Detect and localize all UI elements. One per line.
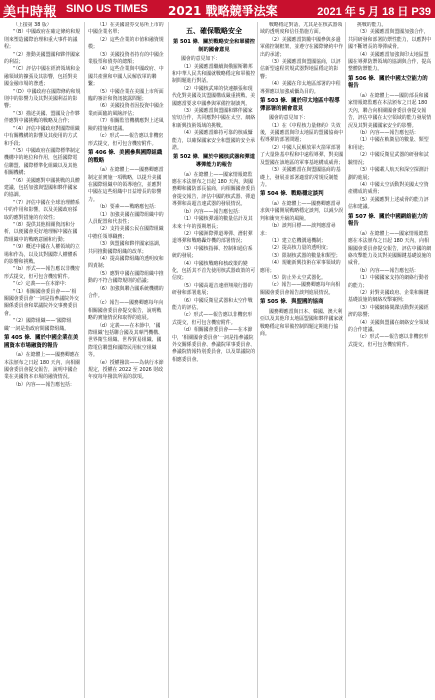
paragraph: （1）中國核彈頭的數量估計及其未來十年的預期增長； — [172, 216, 253, 230]
paragraph: “（1）相關國會委員會——‘相關國會委員會’一詞是指參議院外交關係委員會和眾議院外交事務委員會。 — [4, 288, 79, 317]
paragraph: （2）中國人民解放軍火箭軍部署了大量陸基中程和中遠程導彈，對美國及盟國在該地區的軍事基地構成威脅； — [260, 144, 344, 166]
paragraph: （c）報告——國務卿應每年向相關國會委員會提交報告，說明戰略的實施情況和取得的進展。 — [88, 300, 164, 322]
paragraph: （3）中國載人航天和深空探測計劃的進展； — [348, 167, 429, 181]
paragraph: （e）授權撥款——為執行本節規定，授權在 2022 至 2026 財政年度每年撥款所需的款項。 — [88, 359, 164, 381]
paragraph: （2）中國反衛星武器的研發和試驗情況； — [348, 152, 429, 166]
paragraph: （c）報告——國務卿應每年向相關國會委員會報告談判進展情況。 — [260, 282, 341, 296]
paragraph: （c）形式——報告應以非機密形式提交，但可包含機密附件。 — [172, 312, 253, 326]
paragraph: （2）提高核力量的透明度； — [269, 245, 331, 252]
paragraph: “（8）提供其他相關資訊和分析，以便國會更好地理解中國在國際組織中的戰略意圖和行動； — [4, 221, 78, 243]
paragraph: （2）支持美國公民在國際組織中擔任領導職務； — [88, 226, 164, 240]
paper-name-english: SINO US TIMES — [66, 3, 148, 15]
paragraph: （3）美國應當在與盟國協商的基礎上，發展並部署適當的常規反制能力。 — [260, 167, 341, 188]
paragraph: “（5）中國政府在國際標準制定機構中的地位和作用，包括國際電信聯盟、國際標準化組織以及其他相關機構； — [4, 147, 80, 177]
section-heading: 第 506 條．關於中國太空能力的報告 — [348, 75, 428, 90]
paragraph: （2）針對美國政府、企業和關鍵基礎設施的網絡攻擊案例； — [348, 289, 429, 304]
column-divider — [257, 22, 258, 698]
paragraph: （1）加強美國在國際組織中的人員配置和代表性； — [88, 211, 164, 225]
paragraph: 國務卿應當與日本、韓國、澳大利亞以及其他印太地區盟國和夥伴國家就戰略穩定和軍備控制問題定期進行協商。 — [260, 308, 344, 337]
paragraph: （7）相關監管機構應對上述風險的措施和建議。 — [88, 118, 164, 132]
article-column-4 — [260, 22, 344, 698]
paragraph: “（4）評估中國政府對國際組織中有關機構的影響及其使用的方式和手段； — [4, 125, 80, 147]
article-heading: 第 501 條．關於戰略安全和軍備控制的國會意見 — [173, 39, 255, 53]
paragraph: （a）在總體上——國務卿應當制定並實施一項戰略，以提升美國在國際組織中的領導地位，並應對中國在這些組織中日益增長的影響力。 — [88, 167, 164, 203]
paragraph: （b）內容——報告應包括： — [181, 208, 243, 215]
article-heading: 第 502 條．關於中國核武器和彈道導彈能力的報告 — [173, 154, 255, 169]
paragraph: （1）在美國證券交易所上市的中國企業名單； — [88, 22, 164, 36]
paragraph: （a）在總體上——國防部長和國家情報總監應在本法頒布之日起 180 天內，聯合向相關國會委員會提交報告，評估中國在太空領域的能力發展情況及其對美國國家安全的影響。 — [348, 93, 432, 129]
masthead — [0, 0, 435, 18]
paragraph: （2）這些企業的市值和融資規模； — [88, 36, 164, 51]
column-divider — [84, 22, 85, 698]
article-column-5 — [348, 22, 432, 698]
paragraph: （a）在總體上——國家情報總監應在本法頒布之日起 180 天內，與國務卿和國防部長協商，向相關國會委員會提交報告，評估中國的核武器、彈道導彈和高超音速武器的發展情況。 — [172, 171, 256, 208]
paragraph: （4）美國應當維持可靠的核威懾能力，以確保國家安全和盟國的安全承諾。 — [172, 130, 256, 152]
paragraph: （5）中國企業在美國上市所面臨的審計和資訊披露問題； — [88, 88, 164, 103]
paragraph: （b）要素——戰略應包括： — [97, 204, 159, 211]
section-heading: 第 503 條．關於印太地區中程導彈部署的國會意見 — [260, 98, 340, 112]
paragraph: （4）美國在印太地區部署的中程導彈應以加強威懾為目的。 — [260, 81, 341, 95]
paragraph: （3）限制核武器的數量和類型； — [269, 252, 341, 259]
paragraph: “（2）國際組織——‘國際組織’一詞是指政府間國際組織。 — [4, 318, 72, 332]
paragraph: （4）規範新興技術在軍事領域的應用； — [260, 260, 341, 274]
paragraph: “（c）定義——在本節中： — [13, 281, 70, 288]
paragraph: （4）美國應當加強與印太地區盟國在導彈防禦領域的協調與合作，提高整體防禦能力。 — [348, 51, 432, 73]
paragraph: （c）形式——報告應以非機密形式提交，但可包含機密附件。 — [88, 133, 164, 147]
chapter-heading: 五、確保戰略安全 — [186, 27, 242, 35]
paragraph: “（D）中國政府在國際條約和規則中的影響力及其對美國利益的影響； — [4, 88, 81, 110]
paragraph: “（3）描述美國、盟國及合作夥伴應對中國挑戰的戰略及合作； — [4, 110, 80, 125]
section-heading: 第 504 條．戰略穩定談判 — [260, 191, 324, 198]
paragraph: （3）中國核指揮、控制和通信系統的發展； — [172, 245, 253, 260]
paragraph: “（C）評估中國在經濟領域和金融領域的擴張及其影響，包括對美國金融市場的滲透； — [4, 66, 81, 88]
paragraph: “（6）美國應對中國挑戰的具體建議，包括加強與盟國和夥伴國家的協調。 — [4, 177, 80, 199]
paragraph: （5）應對中國在國際組織中推動的不符合國際規則的倡議； — [88, 270, 164, 285]
paragraph: 戰略穩定對話，尤其是在核武器領域的透明度和信任措施方面。 — [260, 22, 343, 36]
paragraph: （2）中國洲際彈道導彈、潛射彈道導彈和戰略轟炸機的部署情況； — [172, 230, 253, 245]
paragraph: “（9）概述中國在人權領域的立場和作為，以及其對國際人權體系的影響和挑戰。 — [4, 244, 80, 265]
paragraph: （1）中國國家支持的網絡行動者的能力； — [348, 275, 429, 289]
column-divider — [345, 22, 346, 698]
paragraph: 挑戰的能力。 — [357, 22, 387, 28]
paragraph: （4）中國太空活動對美國太空資產構成的威脅； — [348, 181, 429, 196]
paragraph: 國會的意見如下： — [181, 56, 221, 63]
paragraph: （3）美國應當與盟國加強合作，共同研發和部署防禦性能力，以應對中國不斷增長的導彈威脅。 — [348, 29, 432, 51]
paragraph: “（B）中國政府在確定條約和規則來塑造國際治理和重大事件的議程； — [4, 29, 81, 51]
column-divider — [168, 22, 169, 698]
paragraph: （1）在《中程核力量條約》失效後，美國應當與印太地區的盟國協商中程導彈的部署問題； — [260, 122, 344, 144]
paragraph: （6）美國投資者因投資中國企業而面臨的風險評估； — [88, 103, 164, 117]
paragraph: （上接第 38 版） — [13, 22, 52, 28]
paragraph: （b）談判目標——談判應當尋求： — [260, 223, 336, 237]
paragraph: （b）內容——報告應包括： — [357, 130, 419, 137]
article-column-2 — [88, 22, 165, 698]
paragraph: （c）形式——報告應以非機密形式提交，但可包含機密附件。 — [348, 334, 429, 348]
paragraph: （d）相關國會委員會——在本節中，‘相關國會委員會’一詞是指參議院外交關係委員會、參議院軍事委員會、參議院情報特別委員會，以及眾議院的相應委員會。 — [172, 327, 256, 363]
paragraph: “（2）推動美國盟國和夥伴國家的利益； — [4, 51, 80, 66]
paragraph: （2）中國核武庫的快速擴張和現代化對美國及其盟國構成嚴重挑戰，美國應當要求中國參與軍備控制談判。 — [172, 85, 256, 107]
paragraph: （b）內容——報告應包括： — [13, 381, 75, 388]
paragraph: （6）加強與聯合國系統機構的合作。 — [88, 285, 164, 299]
section-title: 2021 戰略競爭法案 — [168, 4, 278, 18]
paragraph: （a）在總體上——國務卿應在本法頒布之日起 180 天內，向相關國會委員會提交報告，說明中國企業在美國資本市場的融資情況。 — [4, 352, 81, 381]
article-column-3 — [172, 22, 256, 698]
paper-name-chinese: 美中時報 — [3, 5, 58, 20]
paragraph: （4）美國與盟國在網絡安全領域的合作建議。 — [348, 319, 429, 333]
paragraph: （3）美國投資者持有的中國企業股票和債券的總額； — [88, 51, 164, 66]
paragraph: （6）中國反衛星武器和太空作戰能力的評估。 — [172, 297, 253, 311]
paragraph: （1）中國在軌衛星的數量、類型和用途； — [348, 137, 429, 151]
paragraph: （1）建立危機溝通機制； — [269, 237, 326, 244]
section-heading: 第 507 條．關於中國網絡能力的報告 — [348, 213, 428, 228]
section-heading: 第 505 條．與盟國的協商 — [260, 299, 324, 306]
paragraph: （3）美國應當與盟國和夥伴國家密切合作，共同應對中國在太空、網絡和新興技術領域的挑戰。 — [172, 108, 256, 129]
paragraph: （5）美國應對上述威脅的能力評估和建議。 — [348, 196, 429, 211]
paragraph: （4）中國核戰略和核政策的變化，包括其不首先使用核武器政策的可信度； — [172, 260, 256, 282]
article-column-1 — [4, 22, 81, 698]
paragraph: （2）美國應當鼓勵中國參與多邊軍備控制框架，並遵守在國際條約中作出的承諾； — [260, 36, 344, 58]
paragraph: （b）內容——報告應包括： — [357, 267, 419, 274]
paragraph: （a）在總體上——國家情報總監應在本法頒布之日起 180 天內，向相關國會委員會提交報告，評估中國的網絡攻擊能力及其對美國關鍵基礎設施的威脅。 — [348, 230, 432, 267]
paragraph: 國會的意見如下： — [269, 115, 309, 122]
paragraph: （3）美國應當與盟國協商，以評估新型遠程常規武器對地區穩定的影響； — [260, 59, 341, 80]
section-heading: 第 405 條．關於中國企業在美國資本市場融資的報告 — [4, 335, 79, 349]
paragraph: （4）這些企業與中國政府、中國共產黨和中國人民解放軍的聯繫； — [88, 66, 164, 88]
paragraph: （4）提高國際組織的透明度和問責制； — [88, 255, 164, 270]
paragraph: （a）在總體上——國務卿應當尋求與中國開展戰略穩定談判，以減少誤判和衝突升級的風險。 — [260, 200, 344, 222]
section-heading: 第 406 條．美國參與國際組織的戰略 — [88, 149, 163, 164]
paragraph: （5）防止外太空武器化。 — [269, 274, 326, 281]
paragraph: （3）中國網絡間諜活動對美國經濟的影響； — [348, 304, 429, 319]
paragraph: “（b）形式——報告應以非機密形式提交，但可包含機密附件。 — [4, 266, 80, 280]
paragraph: （1）美國應當繼續與俄羅斯聯邦和中華人民共和國就戰略穩定和軍備控制問題進行對話。 — [172, 63, 256, 85]
paragraph: （5）中國高超音速滑翔飛行器的研發和部署進展； — [172, 282, 253, 297]
paragraph: “（7）評估中國在全球治理體系中的作用和影響，以及美國政府採取的應對措施的有效性； — [4, 199, 80, 221]
paragraph: （d）定義——在本節中，‘國際組織’包括聯合國及其專門機構、世界衛生組織、世界貿易組織、國際電信聯盟和國際民用航空組織等。 — [88, 322, 163, 359]
issue-date-page: 2021 年 5 月 18 日 P39 — [317, 6, 431, 18]
paragraph: （3）與盟國和夥伴國家協調，共同推動國際組織的改革； — [88, 241, 164, 255]
